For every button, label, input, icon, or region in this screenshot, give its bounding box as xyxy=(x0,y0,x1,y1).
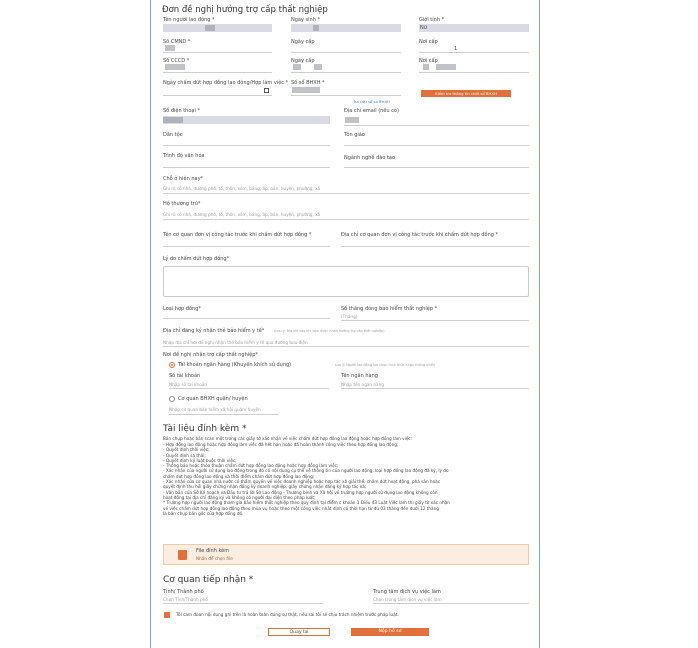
agency-input[interactable] xyxy=(169,414,279,415)
upload-hint: Nhấn để chọn file xyxy=(196,556,233,561)
permanent-input[interactable] xyxy=(163,219,529,220)
attachment-item: * Trường hợp người lao động tham gia bảo hiểm thất nghiệp theo quy định tại điểm c khoản 1 Điều 43 Luật Việc làm thì giấy tờ xác nhận xyxy=(163,500,450,506)
ethnicity-label: Dân tộc xyxy=(163,132,183,138)
account-no-label: Số tài khoản xyxy=(169,373,201,379)
bhxh-label: Số sổ BHXH * xyxy=(291,80,325,86)
attachment-item: quyết định thu hồi giấy chứng nhận đăng ký doanh nghiệp, giấy chứng nhận đăng ký hợp tác xã; xyxy=(163,484,367,490)
attachment-item: - Hợp đồng lao động hoặc hợp đồng làm việc đã hết hạn hoặc đã hoàn thành công việc theo hợp đồng lao động; xyxy=(163,442,399,447)
issue-place1-input[interactable] xyxy=(419,52,529,53)
radio-agency[interactable] xyxy=(169,396,175,402)
commitment-text: Tôi cam đoan nội dung ghi trên là hoàn toàn đúng sự thật, nếu sai tôi sẽ chịu trách nhiệm trước pháp luật. xyxy=(176,612,399,617)
employer-address-input[interactable] xyxy=(341,246,529,247)
attachment-item: - Xác nhận của người sử dụng lao động trong đó có nội dung cụ thể về thông tin của người lao động, loại hợp đồng lao động đã ký, lý do xyxy=(163,468,449,474)
permanent-placeholder: Ghi rõ số nhà, đường phố, tổ, thôn, xóm, bảng, ấp, bản, huyện, phường, xã xyxy=(163,212,321,217)
back-button[interactable]: Quay lại xyxy=(268,628,330,636)
attachments-intro: Bản chụp hoặc bản scan một trong các giấy tờ xác nhận về việc chấm dứt hợp đồng lao động hoặc hợp đồng làm việc: xyxy=(163,436,413,441)
employer-address-label: Địa chỉ cơ quan đơn vị công tác trước khi chấm dứt hợp đồng * xyxy=(341,232,499,238)
religion-label: Tôn giáo xyxy=(344,132,365,138)
permanent-label: Hộ thường trú* xyxy=(163,201,201,207)
account-no-placeholder: Nhập số tài khoản xyxy=(169,382,207,387)
radio-bank[interactable] xyxy=(169,362,175,368)
upload-dropzone[interactable] xyxy=(163,544,529,565)
center-label: Trung tâm dịch vụ việc làm xyxy=(373,589,441,595)
submit-button[interactable]: Nộp hồ sơ xyxy=(351,628,429,636)
calendar-icon[interactable] xyxy=(264,88,269,93)
receive-method-hint: Lưu ý: Người lao động lựa chọn hình thức nhận thống nhất) xyxy=(335,363,436,367)
attachment-item: chấm dứt hợp đồng lao động và thời điểm chấm dứt hợp đồng lao động; xyxy=(163,473,315,479)
attachment-item: là bản chụp bản gốc của hợp đồng đó. xyxy=(163,510,244,516)
attachment-item: - Quyết định sa thải; xyxy=(163,452,206,458)
radio-agency-label[interactable]: Cơ quan BHXH quận/ huyện xyxy=(178,396,248,402)
dob-label: Ngày sinh * xyxy=(291,17,320,23)
form-panel xyxy=(150,0,540,648)
contract-end-label: Ngày chấm dứt hợp đồng lao động/Hợp làm việc * xyxy=(163,80,289,86)
attachments-title: Tài liệu đính kèm * xyxy=(163,424,247,434)
ethnicity-input[interactable] xyxy=(163,145,330,146)
province-label: Tỉnh/ Thành phố xyxy=(163,589,204,595)
bank-name-placeholder: Nhập tên ngân hàng xyxy=(341,382,384,387)
education-input[interactable] xyxy=(163,167,330,168)
employer-name-label: Tên cơ quan đơn vị công tác trước khi chấm dứt hợp đồng * xyxy=(163,232,312,238)
employer-name-input[interactable] xyxy=(163,246,330,247)
reason-label: Lý do chấm dứt hợp đồng* xyxy=(163,256,230,262)
attachment-item: - Quyết định kỷ luật buộc thôi việc; xyxy=(163,457,237,463)
issue-date1-label: Ngày cấp xyxy=(291,39,315,45)
insurance-place-label: Địa chỉ đăng ký nhận thẻ bảo hiểm y tế* xyxy=(163,328,265,334)
province-select[interactable] xyxy=(163,603,323,604)
months-placeholder: (Tháng) xyxy=(341,314,358,319)
account-no-input[interactable] xyxy=(169,388,329,389)
center-select[interactable] xyxy=(373,603,529,604)
issue-place2-label: Nơi cấp xyxy=(419,58,438,64)
residence-input[interactable] xyxy=(163,193,529,194)
email-input[interactable] xyxy=(344,125,529,126)
attachments-list xyxy=(163,442,535,516)
bhxh-input[interactable] xyxy=(291,95,401,96)
education-label: Trình độ văn hóa xyxy=(163,153,205,159)
months-label: Số tháng đóng bảo hiểm thất nghiệp * xyxy=(341,306,438,312)
training-label: Ngành nghề đào tạo xyxy=(344,155,396,161)
issue-date2-label: Ngày cấp xyxy=(291,58,315,64)
reason-textarea[interactable] xyxy=(163,266,529,297)
issue-place1-label: Nơi cấp xyxy=(419,39,438,45)
dob-input[interactable] xyxy=(291,24,401,32)
center-placeholder: Chọn trung tâm dịch vụ việc làm xyxy=(373,597,442,602)
attachment-item: về việc chấm dứt hợp đồng lao động theo mùa vụ hoặc theo một công việc nhất định có thời hạn từ đủ 03 tháng đến dưới 12 tháng xyxy=(163,505,439,511)
phone-label: Số điện thoại * xyxy=(163,108,200,114)
file-icon xyxy=(178,550,187,560)
upload-label: File đính kèm xyxy=(196,548,230,554)
bank-name-label: Tên ngân hàng xyxy=(341,373,378,379)
cmnd-label: Số CMND * xyxy=(163,39,191,45)
cccd-label: Số CCCD * xyxy=(163,58,190,64)
attachment-item: hoạt động tại địa chỉ đăng ký và không có người đại diện theo pháp luật; xyxy=(163,494,316,500)
issue-date2-input[interactable] xyxy=(291,72,401,73)
insurance-place-input[interactable] xyxy=(163,346,529,347)
issue-place1-value: 1 xyxy=(454,46,458,52)
attachment-item: - Thông báo hoặc thỏa thuận chấm dứt hợp đồng lao động hoặc hợp đồng làm việc; xyxy=(163,463,339,469)
religion-input[interactable] xyxy=(344,145,529,146)
gender-select[interactable] xyxy=(419,24,529,32)
contract-type-select[interactable] xyxy=(163,318,330,319)
attachment-item: - Văn bản của Sở Kế hoạch và Đầu tư trả lời Sở Lao động - Thương binh và Xã hội về trường hợp người sử dụng lao động không còn xyxy=(163,489,438,495)
radio-bank-label[interactable]: Tài khoản ngân hàng (Khuyến khích sử dụng) xyxy=(178,362,292,368)
bank-name-input[interactable] xyxy=(341,388,529,389)
residence-placeholder: Ghi rõ số nhà, đường phố, tổ, thôn, xóm, bảng, ấp, bản, huyện, phường, xã xyxy=(163,186,321,191)
residence-label: Chỗ ở hiện nay* xyxy=(163,176,204,182)
gender-value: Nữ xyxy=(420,25,427,31)
attachment-item: - Xác nhận của cơ quan nhà nước có thẩm quyền về việc doanh nghiệp hoặc hợp tác xã giải thể, chấm dứt hoạt động, phá sản hoặc xyxy=(163,479,441,485)
cmnd-input[interactable] xyxy=(163,52,272,53)
commitment-checkbox[interactable] xyxy=(164,612,170,618)
bhxh-lookup-link[interactable]: Tra cứu số sổ BHXH xyxy=(353,99,390,104)
agency-title: Cơ quan tiếp nhận * xyxy=(163,575,254,585)
insurance-place-placeholder: Nhập địa chỉ nơi đề nghị nhận thẻ bảo hiểm y tế qua đường bưu điện xyxy=(163,340,308,345)
issue-place2-input[interactable] xyxy=(419,72,529,73)
training-input[interactable] xyxy=(344,167,529,168)
issue-date1-input[interactable] xyxy=(291,52,401,53)
insurance-place-hint: (Lưu ý: Địa chỉ sau khi bạn được nhận hưởng trợ cấp thất nghiệp) xyxy=(274,329,385,333)
contract-end-input[interactable] xyxy=(163,95,272,96)
attachment-item: - Quyết định thôi việc; xyxy=(163,447,210,453)
months-input[interactable] xyxy=(341,320,529,321)
phone-input[interactable] xyxy=(163,116,330,124)
cccd-input[interactable] xyxy=(163,72,272,73)
check-info-button[interactable]: Kiểm tra thông tin chốt sổ BHXH xyxy=(421,90,511,97)
page-title: Đơn đề nghị hưởng trợ cấp thất nghiệp xyxy=(162,5,328,15)
agency-placeholder: Nhập cơ quan bảo hiểm xã hội quận/ huyện xyxy=(169,407,261,412)
receive-method-label: Nơi đề nghị nhận trợ cấp thất nghiệp* xyxy=(163,352,258,358)
gender-label: Giới tính * xyxy=(419,17,445,23)
email-label: Địa chỉ email (nếu có) xyxy=(344,108,399,114)
province-placeholder: Chọn Tỉnh/Thành phố xyxy=(163,597,208,602)
name-input[interactable] xyxy=(163,24,272,32)
contract-type-label: Loại hợp đồng* xyxy=(163,306,201,312)
name-label: Tên người lao động * xyxy=(163,17,215,23)
